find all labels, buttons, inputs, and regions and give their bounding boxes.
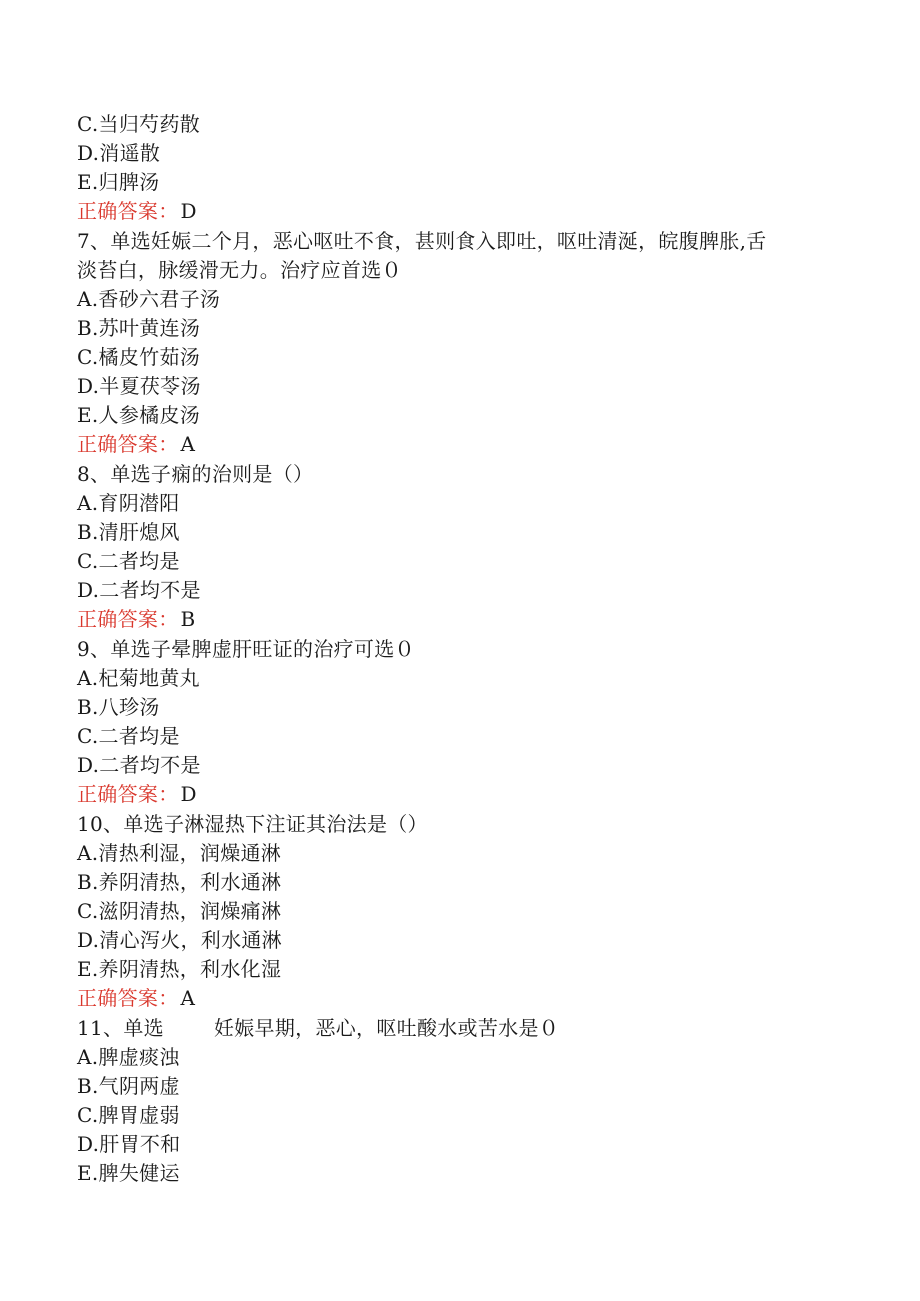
answer-line (77, 198, 197, 224)
option-line: D.半夏茯苓汤 (77, 374, 201, 398)
option-line: A.脾虚痰浊 (77, 1045, 180, 1069)
option-line: D.二者均不是 (77, 578, 201, 602)
option-line: A.香砂六君子汤 (77, 287, 221, 311)
question-stem: 8、单选子痫的治则是（） (77, 462, 314, 486)
option-line: C.脾胃虚弱 (77, 1103, 180, 1127)
question-stem: 7、单选妊娠二个月，恶心呕吐不食，甚则食入即吐，呕吐清涎，皖腹脾胀,舌 (77, 229, 767, 253)
option-line: D.肝胃不和 (77, 1132, 181, 1156)
answer-label: 正确答案： (77, 782, 179, 806)
option-line: C.当归芍药散 (77, 112, 201, 136)
question-stem: 9、单选子晕脾虚肝旺证的治疗可选０ (77, 637, 415, 661)
question-stem: 10、单选子淋湿热下注证其治法是（） (77, 812, 428, 836)
answer-value: A (180, 432, 196, 456)
option-line: C.二者均是 (77, 549, 180, 573)
answer-value: A (180, 986, 196, 1010)
option-line: B.八珍汤 (77, 695, 160, 719)
question-stem (77, 1015, 559, 1041)
question-number: 11、单选 (77, 1016, 164, 1040)
option-line: C.橘皮竹茹汤 (77, 345, 201, 369)
answer-label: 正确答案： (77, 432, 179, 456)
answer-label: 正确答案： (77, 607, 179, 631)
option-line: E.人参橘皮汤 (77, 403, 201, 427)
option-line: E.归脾汤 (77, 170, 160, 194)
answer-line (77, 431, 195, 457)
option-line: E.养阴清热，利水化湿 (77, 957, 282, 981)
option-line: C.二者均是 (77, 724, 180, 748)
answer-value: D (180, 782, 197, 806)
question-text: 妊娠早期，恶心，呕吐酸水或苦水是０ (213, 1016, 560, 1040)
answer-label: 正确答案： (77, 986, 179, 1010)
answer-label: 正确答案： (77, 199, 179, 223)
answer-line (77, 606, 196, 632)
answer-value: B (180, 607, 196, 631)
option-line: C.滋阴清热，润燥痛淋 (77, 899, 282, 923)
option-line: D.清心泻火，利水通淋 (77, 928, 282, 952)
option-line: D.消遥散 (77, 141, 161, 165)
option-line: B.养阴清热，利水通淋 (77, 870, 282, 894)
option-line: D.二者均不是 (77, 753, 201, 777)
answer-line (77, 781, 197, 807)
option-line: A.清热利湿，润燥通淋 (77, 841, 282, 865)
option-line: E.脾失健运 (77, 1161, 180, 1185)
option-line: A.杞菊地黄丸 (77, 666, 200, 690)
question-stem: 淡苔白，脉缓滑无力。治疗应首选０ (77, 258, 402, 282)
option-line: B.清肝熄风 (77, 520, 180, 544)
option-line: A.育阴潜阳 (77, 491, 180, 515)
answer-line (77, 985, 195, 1011)
option-line: B.气阴两虚 (77, 1074, 180, 1098)
option-line: B.苏叶黄连汤 (77, 316, 201, 340)
answer-value: D (180, 199, 197, 223)
